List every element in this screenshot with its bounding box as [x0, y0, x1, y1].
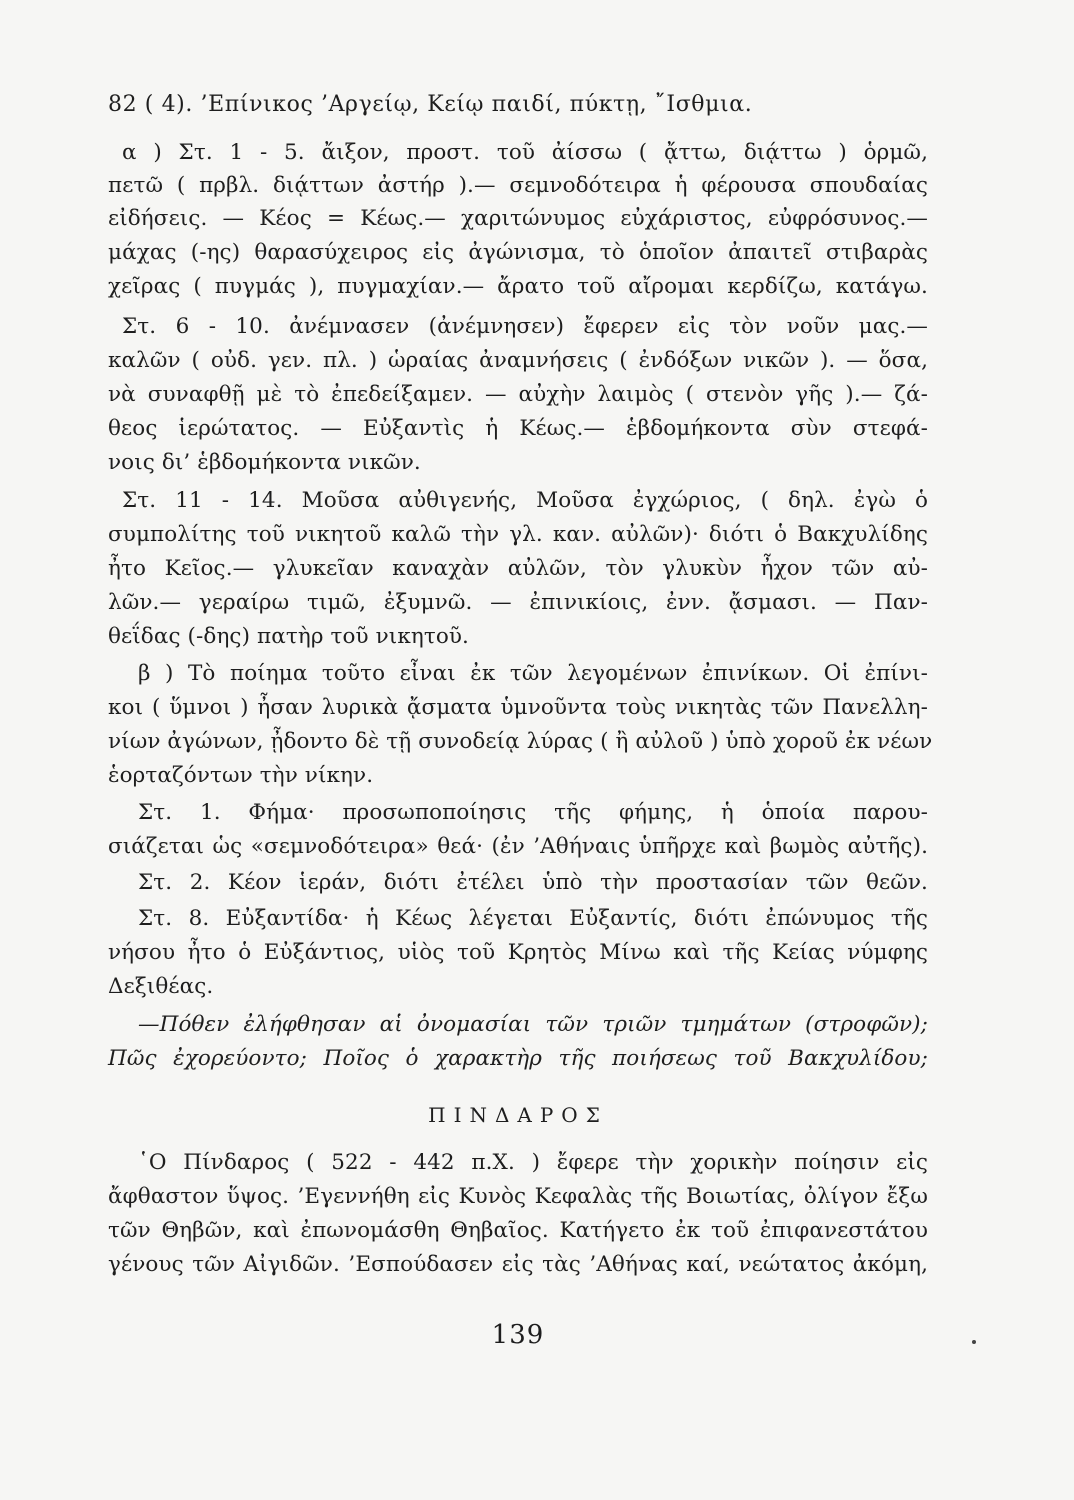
text-line: μάχας (-ης) θαρασύχειρος εἰς ἀγώνισμα, τὸ ὁποῖον ἀπαιτεῖ στιβαρὰς — [108, 240, 928, 265]
text-line: νοις δι’ ἑβδομήκοντα νικῶν. — [108, 450, 421, 475]
text-line: Στ. 2. Κέον ἱεράν, διότι ἐτέλει ὑπὸ τὴν προστασίαν τῶν θεῶν. — [138, 870, 928, 895]
text-line: Δεξιθέας. — [108, 974, 214, 999]
text-line: εἰδήσεις. — Κέος = Κέως.— χαριτώνυμος εὐχάριστος, εὐφρόσυνος.— — [108, 206, 928, 231]
text-line: συμπολίτης τοῦ νικητοῦ καλῶ τὴν γλ. καν. αὐλῶν)· διότι ὁ Βακχυλίδης — [108, 522, 928, 547]
text-line: Στ. 8. Εὐξαντίδα· ἡ Κέως λέγεται Εὐξαντίς, διότι ἐπώνυμος τῆς — [138, 906, 928, 931]
text-line: νὰ συναφθῇ μὲ τὸ ἐπεδείξαμεν. — αὐχὴν λαιμὸς ( στενὸν γῆς ).— ζά- — [108, 382, 928, 407]
text-line: κοι ( ὕμνοι ) ἦσαν λυρικὰ ᾄσματα ὑμνοῦντα τοὺς νικητὰς τῶν Πανελλη- — [108, 695, 928, 720]
text-line: σιάζεται ὡς «σεμνοδότειρα» θεά· (ἐν ’Αθήναις ὑπῆρχε καὶ βωμὸς αὐτῆς). — [108, 834, 928, 859]
section-title: ΠΙΝΔΑΡΟΣ — [428, 1103, 608, 1127]
ink-speck — [972, 1340, 976, 1344]
page-heading: 82 ( 4). ’Επίνικος ’Αργείῳ, Κείῳ παιδί, πύκτῃ, ῎Ισθμια. — [108, 92, 753, 117]
text-line: τῶν Θηβῶν, καὶ ἐπωνομάσθη Θηβαῖος. Κατήγετο ἐκ τοῦ ἐπιφανεστάτου — [108, 1218, 928, 1243]
text-line: Στ. 11 - 14. Μοῦσα αὐθιγενής, Μοῦσα ἐγχώριος, ( δηλ. ἐγὼ ὁ — [122, 488, 928, 513]
text-line: β ) Τὸ ποίημα τοῦτο εἶναι ἐκ τῶν λεγομένων ἐπινίκων. Οἱ ἐπίνι- — [138, 661, 928, 686]
text-line: ῾Ο Πίνδαρος ( 522 - 442 π.Χ. ) ἔφερε τὴν χορικὴν ποίησιν εἰς — [138, 1150, 928, 1175]
page-number: 139 — [491, 1320, 545, 1350]
text-line: λῶν.— γεραίρω τιμῶ, ἐξυμνῶ. — ἐπινικίοις, ἐνν. ᾄσμασι. — Παν- — [108, 590, 928, 615]
question-line: Πῶς ἐχορεύοντο; Ποῖος ὁ χαρακτὴρ τῆς ποιήσεως τοῦ Βακχυλίδου; — [108, 1046, 928, 1071]
text-line: α ) Στ. 1 - 5. ἄιξον, προστ. τοῦ ἀίσσω ( ᾄττω, διᾴττω ) ὁρμῶ, — [122, 140, 928, 165]
text-line: νίων ἀγώνων, ᾖδοντο δὲ τῇ συνοδείᾳ λύρας ( ἢ αὐλοῦ ) ὑπὸ χοροῦ ἐκ νέων — [108, 729, 933, 754]
text-line: θεΐδας (-δης) πατὴρ τοῦ νικητοῦ. — [108, 624, 469, 649]
text-line: θεος ἱερώτατος. — Εὐξαντὶς ἡ Κέως.— ἑβδομήκοντα σὺν στεφά- — [108, 416, 928, 441]
text-line: καλῶν ( οὐδ. γεν. πλ. ) ὡραίας ἀναμνήσεις ( ἐνδόξων νικῶν ). — ὅσα, — [108, 348, 928, 373]
question-line: —Πόθεν ἐλήφθησαν αἱ ὀνομασίαι τῶν τριῶν τμημάτων (στροφῶν); — [138, 1012, 928, 1037]
text-line: ἄφθαστον ὕψος. ’Εγεννήθη εἰς Κυνὸς Κεφαλὰς τῆς Βοιωτίας, ὀλίγον ἔξω — [108, 1184, 928, 1209]
text-line: πετῶ ( πρβλ. διᾴττων ἀστήρ ).— σεμνοδότειρα ἡ φέρουσα σπουδαίας — [108, 173, 928, 198]
text-line: γένους τῶν Αἰγιδῶν. ’Εσπούδασεν εἰς τὰς ’Αθήνας καί, νεώτατος ἀκόμη, — [108, 1252, 928, 1277]
text-line: χεῖρας ( πυγμάς ), πυγμαχίαν.— ἄρατο τοῦ αἴρομαι κερδίζω, κατάγω. — [108, 274, 928, 299]
text-line: ἑορταζόντων τὴν νίκην. — [108, 763, 374, 788]
text-line: Στ. 6 - 10. ἀνέμνασεν (ἀνέμνησεν) ἔφερεν εἰς τὸν νοῦν μας.— — [122, 314, 928, 339]
text-line: ἦτο Κεῖος.— γλυκεῖαν καναχὰν αὐλῶν, τὸν γλυκὺν ἦχον τῶν αὐ- — [108, 556, 928, 581]
text-line: Στ. 1. Φήμα· προσωποποίησις τῆς φήμης, ἡ ὁποία παρου- — [138, 800, 928, 825]
book-page — [108, 86, 933, 1386]
text-line: νήσου ἦτο ὁ Εὐξάντιος, υἱὸς τοῦ Κρητὸς Μίνω καὶ τῆς Κείας νύμφης — [108, 940, 928, 965]
